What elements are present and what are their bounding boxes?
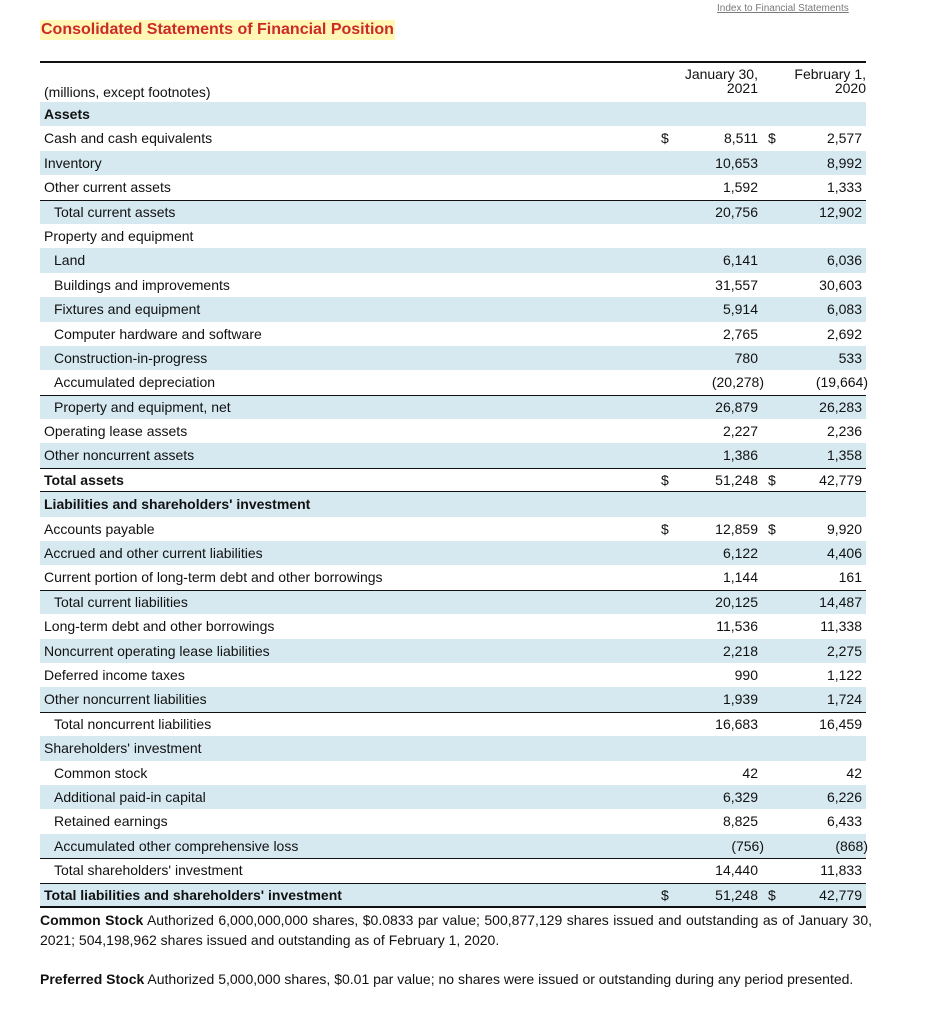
table-row (40, 175, 866, 199)
table-row (40, 419, 866, 443)
value-2021: 1,144 (722, 569, 758, 586)
common-stock-note (40, 910, 872, 950)
table-row (40, 224, 866, 248)
value-2020: 11,833 (820, 862, 862, 879)
table-row (40, 858, 866, 882)
row-label: Common stock (54, 764, 148, 781)
value-2021: 16,683 (715, 715, 758, 732)
row-label: Accumulated depreciation (54, 374, 216, 391)
value-2021: 20,125 (715, 593, 758, 610)
table-row (40, 322, 866, 346)
value-2021: 780 (734, 349, 758, 366)
table-row (40, 565, 866, 589)
value-2021: 8,511 (724, 130, 758, 147)
value-2021: 51,248 (715, 471, 758, 488)
value-2020: 2,275 (826, 642, 862, 659)
value-2020: 533 (838, 349, 862, 366)
table-row (40, 273, 866, 297)
table-row (40, 443, 866, 467)
table-row (40, 785, 866, 809)
value-2021: 26,879 (715, 398, 758, 415)
value-2021: 2,218 (722, 642, 758, 659)
value-2021: 5,914 (722, 301, 758, 318)
value-2021: 20,756 (715, 203, 758, 220)
value-2021: (20,278) (711, 374, 764, 391)
preferred-stock-note-label: Preferred Stock (40, 971, 145, 987)
value-2020: 1,358 (826, 447, 862, 464)
row-label: Construction-in-progress (54, 349, 208, 366)
dollar-sign-2021: $ (661, 471, 669, 488)
table-row (40, 492, 866, 516)
value-2021: 1,592 (722, 179, 758, 196)
table-row (40, 468, 866, 492)
column-header-2021-line1: January 30, (684, 66, 758, 82)
row-label: Additional paid-in capital (54, 788, 206, 805)
value-2020: 6,433 (826, 813, 862, 830)
value-2021: 11,536 (716, 618, 758, 635)
value-2021: 2,227 (722, 423, 758, 440)
value-2020: 161 (838, 569, 862, 586)
value-2020: 6,226 (826, 788, 862, 805)
value-2020: 42,779 (819, 471, 862, 488)
dollar-sign-2020: $ (768, 520, 776, 537)
row-label: Assets (44, 106, 90, 122)
column-header-2021 (648, 67, 758, 95)
value-2021: 1,386 (722, 447, 758, 464)
value-2020: (868) (835, 837, 868, 854)
value-2020: 1,724 (826, 691, 862, 708)
table-row (40, 370, 866, 394)
value-2021: 10,653 (715, 154, 758, 171)
table-row (40, 346, 866, 370)
value-2020: 4,406 (826, 545, 862, 562)
value-2020: 30,603 (819, 276, 862, 293)
row-label: Buildings and improvements (54, 276, 230, 293)
value-2021: 990 (734, 666, 758, 683)
value-2020: 12,902 (819, 203, 862, 220)
table-row (40, 248, 866, 272)
value-2020: 2,692 (826, 325, 862, 342)
row-label: Retained earnings (54, 813, 168, 830)
units-label: (millions, except footnotes) (44, 84, 211, 100)
value-2021: 6,329 (722, 788, 758, 805)
common-stock-note-text: Authorized 6,000,000,000 shares, $0.0833 par value; 500,877,129 shares issued and outstanding as of January 30, 2021; 504,198,962 shares issued and outstanding as of February 1, 2020. (40, 912, 872, 948)
value-2021: 42 (742, 764, 758, 781)
row-label: Other noncurrent liabilities (44, 691, 207, 708)
table-row (40, 687, 866, 711)
row-label: Shareholders' investment (44, 740, 202, 757)
column-header-2020 (756, 67, 866, 95)
value-2021: 1,939 (722, 691, 758, 708)
table-row (40, 639, 866, 663)
table-top-rule (40, 61, 866, 63)
table-row (40, 712, 866, 736)
table-row (40, 517, 866, 541)
value-2021: 12,859 (715, 520, 758, 537)
index-to-financial-statements-link[interactable]: Index to Financial Statements (717, 3, 849, 14)
row-label: Fixtures and equipment (54, 301, 201, 318)
row-label: Total assets (44, 471, 124, 488)
table-row (40, 151, 866, 175)
column-header-2021-line2: 2021 (726, 80, 758, 96)
row-label: Long-term debt and other borrowings (44, 618, 275, 635)
row-label: Computer hardware and software (54, 325, 262, 342)
row-label: Total noncurrent liabilities (54, 715, 212, 732)
value-2021: (756) (731, 837, 764, 854)
value-2020: 8,992 (826, 154, 862, 171)
dollar-sign-2020: $ (768, 471, 776, 488)
table-row (40, 102, 866, 126)
row-label: Cash and cash equivalents (44, 130, 213, 147)
dollar-sign-2020: $ (768, 886, 776, 903)
row-label: Accounts payable (44, 520, 155, 537)
row-label: Total shareholders' investment (54, 862, 243, 879)
row-label: Inventory (44, 154, 102, 171)
column-header-2020-line1: February 1, (794, 66, 866, 82)
row-label: Liabilities and shareholders' investment (44, 496, 311, 513)
value-2020: (19,664) (815, 374, 868, 391)
row-label: Land (54, 252, 86, 269)
value-2020: 26,283 (819, 398, 862, 415)
value-2021: 51,248 (715, 886, 758, 903)
value-2020: 2,577 (826, 130, 862, 147)
table-row (40, 395, 866, 419)
dollar-sign-2021: $ (661, 520, 669, 537)
value-2020: 6,036 (826, 252, 862, 269)
row-label: Operating lease assets (44, 423, 188, 440)
value-2020: 9,920 (826, 520, 862, 537)
value-2020: 42 (846, 764, 862, 781)
common-stock-note-label: Common Stock (40, 912, 144, 928)
row-label: Noncurrent operating lease liabilities (44, 642, 270, 659)
table-row (40, 126, 866, 150)
row-label: Current portion of long-term debt and other borrowings (44, 569, 383, 586)
row-label: Property and equipment, net (54, 398, 231, 415)
row-label: Property and equipment (44, 227, 194, 244)
table-row (40, 614, 866, 638)
table-row (40, 883, 866, 907)
value-2021: 8,825 (722, 813, 758, 830)
table-row (40, 834, 866, 858)
value-2020: 1,333 (826, 179, 862, 196)
table-row (40, 200, 866, 224)
value-2020: 11,338 (820, 618, 862, 635)
value-2020: 14,487 (819, 593, 862, 610)
table-row (40, 663, 866, 687)
table-row (40, 809, 866, 833)
preferred-stock-note-text: Authorized 5,000,000 shares, $0.01 par value; no shares were issued or outstanding during any period presented. (144, 971, 854, 987)
value-2021: 6,141 (722, 252, 758, 269)
dollar-sign-2020: $ (768, 130, 776, 147)
row-label: Total current liabilities (54, 593, 188, 610)
row-label: Total current assets (54, 203, 176, 220)
row-label: Other current assets (44, 179, 171, 196)
row-label: Accrued and other current liabilities (44, 545, 263, 562)
table-row (40, 541, 866, 565)
value-2020: 6,083 (826, 301, 862, 318)
value-2021: 14,440 (715, 862, 758, 879)
financial-position-table (40, 102, 866, 907)
preferred-stock-note (40, 969, 872, 989)
footnotes (40, 910, 872, 1008)
dollar-sign-2021: $ (661, 886, 669, 903)
value-2021: 6,122 (722, 545, 758, 562)
dollar-sign-2021: $ (661, 130, 669, 147)
value-2020: 16,459 (819, 715, 862, 732)
column-header-2020-line2: 2020 (834, 80, 866, 96)
row-label: Total liabilities and shareholders' investment (44, 886, 342, 903)
table-row (40, 590, 866, 614)
table-row (40, 297, 866, 321)
row-label: Deferred income taxes (44, 666, 185, 683)
value-2020: 1,122 (826, 666, 862, 683)
value-2021: 2,765 (722, 325, 758, 342)
table-row (40, 761, 866, 785)
row-label: Other noncurrent assets (44, 447, 195, 464)
value-2021: 31,557 (715, 276, 758, 293)
value-2020: 42,779 (819, 886, 862, 903)
value-2020: 2,236 (826, 423, 862, 440)
table-row (40, 736, 866, 760)
row-label: Accumulated other comprehensive loss (54, 837, 299, 854)
page-title: Consolidated Statements of Financial Position (41, 21, 394, 38)
